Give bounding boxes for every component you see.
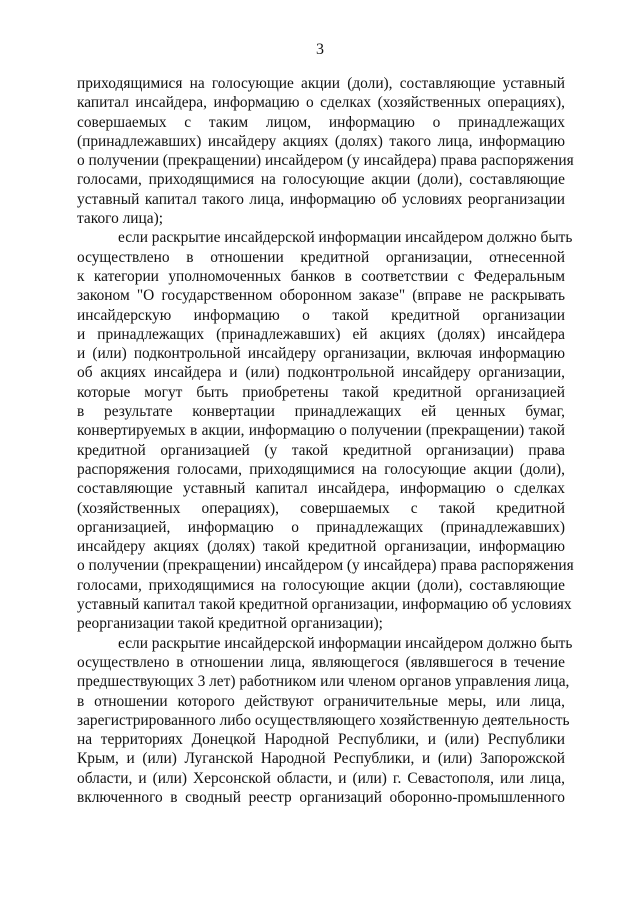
text-line: включенного в сводный реестр организаций оборонно-промышленного [77, 788, 565, 806]
text-line: на территориях Донецкой Народной Республики, и (или) Республики [77, 731, 565, 749]
paragraph [77, 634, 573, 808]
text-line: (принадлежавших) инсайдеру акциях (долях) такого лица, информацию [77, 132, 565, 150]
text-line: составляющие уставный капитал инсайдера, информацию о сделках [77, 480, 565, 498]
text-line: области, и (или) Херсонской области, и (или) г. Севастополя, или лица, [77, 769, 565, 787]
paragraph [77, 74, 574, 228]
text-line: осуществлено в отношении кредитной организации, отнесенной [77, 248, 565, 266]
text-line: осуществлено в отношении лица, являющегося (являвшегося в течение [77, 653, 565, 671]
text-line: Крым, и (или) Луганской Народной Республики, и (или) Запорожской [77, 750, 565, 768]
text-line: зарегистрированного либо осуществляющего хозяйственную деятельность [77, 711, 570, 729]
text-line: предшествующих 3 лет) работником или членом органов управления лица, [77, 673, 570, 691]
text-line: капитал инсайдера, информацию о сделках (хозяйственных операциях), [77, 94, 565, 112]
text-line: законом "О государственном оборонном заказе" (вправе не раскрывать [77, 287, 565, 305]
text-line: о получении (прекращении) инсайдером (у инсайдера) права распоряжения [77, 152, 574, 170]
text-line: к категории уполномоченных банков в соответствии с Федеральным [77, 267, 565, 285]
text-line: совершаемых с таким лицом, информацию о принадлежащих [77, 113, 565, 131]
text-line: уставный капитал такого лица, информацию об условиях реорганизации [77, 190, 565, 208]
text-line: об акциях инсайдера и (или) подконтрольной инсайдеру организации, [77, 364, 565, 382]
paragraph [77, 228, 574, 633]
text-line: которые могут быть приобретены такой кредитной организацией [77, 383, 565, 401]
text-line: инсайдерскую информацию о такой кредитной организации [77, 306, 565, 324]
text-line: организацией, информацию о принадлежащих (принадлежавших) [77, 518, 565, 536]
text-line: реорганизации такой кредитной организации); [77, 615, 383, 633]
text-line: кредитной организацией (у такой кредитной организации) права [77, 441, 565, 459]
text-line: в отношении которого действуют ограничительные меры, или лица, [77, 692, 565, 710]
text-line: о получении (прекращении) инсайдером (у инсайдера) права распоряжения [77, 557, 574, 575]
text-line: в результате конвертации принадлежащих ей ценных бумаг, [77, 403, 565, 421]
text-line: уставный капитал такой кредитной организации, информацию об условиях [77, 596, 572, 614]
page-number: 3 [316, 41, 324, 58]
text-line: приходящимися на голосующие акции (доли), составляющие уставный [77, 75, 565, 92]
text-line: конвертируемых в акции, информацию о получении (прекращении) такой [77, 422, 565, 440]
text-line: такого лица); [77, 210, 163, 228]
text-line: голосами, приходящимися на голосующие акции (доли), составляющие [77, 576, 565, 594]
text-line: (хозяйственных операциях), совершаемых с такой кредитной [77, 499, 565, 517]
text-line: инсайдеру акциях (долях) такой кредитной организации, информацию [77, 538, 565, 556]
text-line: и (или) подконтрольной инсайдеру организации, включая информацию [77, 345, 565, 363]
text-line: голосами, приходящимися на голосующие акции (доли), составляющие [77, 171, 565, 189]
document-body [77, 74, 574, 807]
text-line: если раскрытие инсайдерской информации инсайдером должно быть [118, 229, 573, 247]
text-line: распоряжения голосами, приходящимися на голосующие акции (доли), [77, 460, 565, 478]
text-line: и принадлежащих (принадлежавших) ей акциях (долях) инсайдера [77, 325, 565, 343]
text-line: если раскрытие инсайдерской информации инсайдером должно быть [118, 634, 573, 652]
